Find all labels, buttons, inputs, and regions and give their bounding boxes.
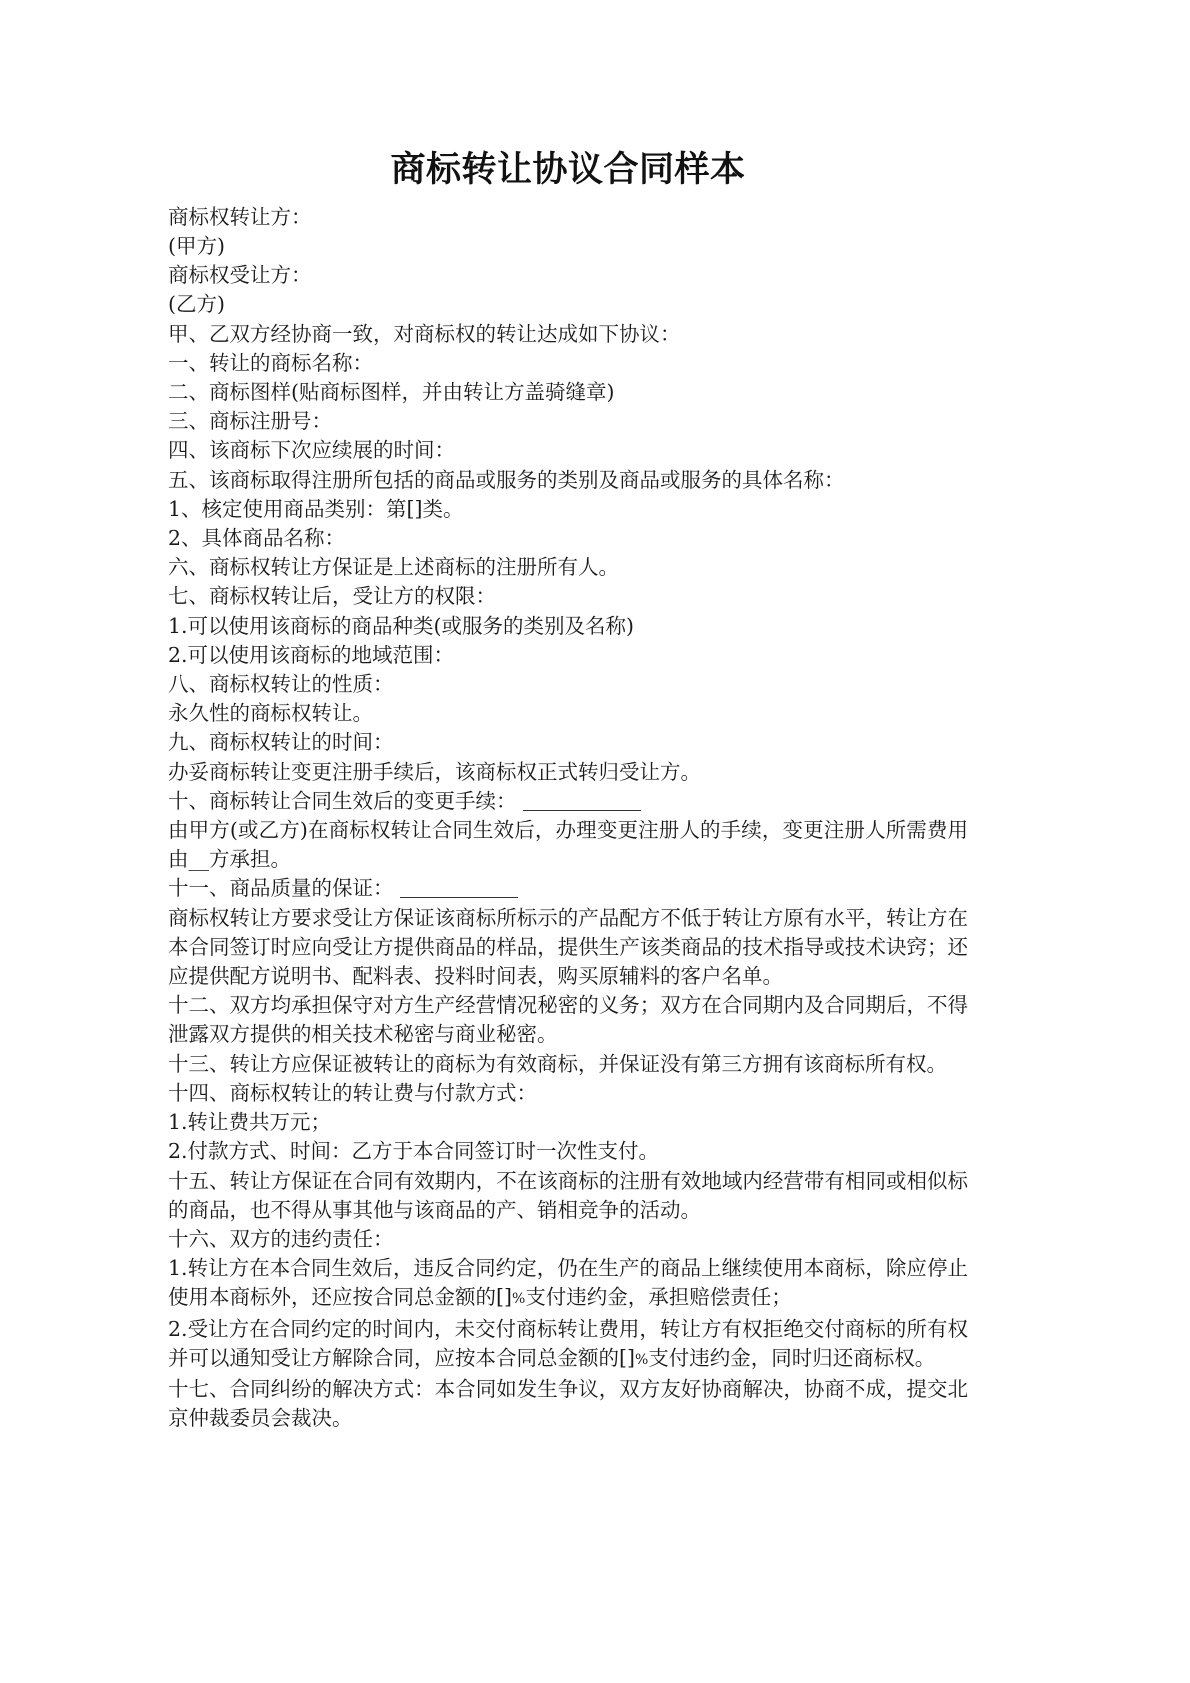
paragraph-clause_4: 四、该商标下次应续展的时间： bbox=[168, 438, 455, 463]
paragraph-clause_14_2: 2.付款方式、时间：乙方于本合同签订时一次性支付。 bbox=[168, 1139, 660, 1164]
paragraph-clause_7_2: 2.可以使用该商标的地域范围： bbox=[168, 642, 455, 667]
paragraph-assignee_party: (乙方) bbox=[168, 292, 225, 317]
paragraph-clause_7: 七、商标权转让后，受让方的权限： bbox=[168, 584, 496, 609]
paragraph-list bbox=[168, 203, 968, 1434]
paragraph-clause_5_1: 1、核定使用商品类别：第[]类。 bbox=[168, 496, 464, 521]
paragraph-clause_10: 十、商标转让合同生效后的变更手续： bbox=[168, 787, 968, 816]
paragraph-clause_9_body: 办妥商标转让变更注册手续后，该商标权正式转归受让方。 bbox=[168, 759, 701, 784]
paragraph-clause_8_body: 永久性的商标权转让。 bbox=[168, 701, 373, 726]
paragraph-clause_13: 十三、转让方应保证被转让的商标为有效商标，并保证没有第三方拥有该商标所有权。 bbox=[168, 1051, 947, 1076]
paragraph-clause_16_1: 1.转让方在本合同生效后，违反合同约定，仍在生产的商品上继续使用本商标，除应停止使用本商标外，还应按合同总金额的[]%支付违约金，承担赔偿责任； bbox=[168, 1256, 968, 1310]
paragraph-clause_7_1: 1.可以使用该商标的商品种类(或服务的类别及名称) bbox=[168, 613, 635, 638]
fill-in-blank-rule bbox=[523, 810, 641, 811]
paragraph-clause_11: 十一、商品质量的保证： bbox=[168, 874, 968, 903]
paragraph-preamble: 甲、乙双方经协商一致，对商标权的转让达成如下协议： bbox=[168, 321, 681, 346]
paragraph-clause_11_body: 商标权转让方要求受让方保证该商标所标示的产品配方不低于转让方原有水平，转让方在本合同签订时应向受让方提供商品的样品，提供生产该类商品的技术指导或技术诀窍；还应提供配方说明书、配料表、投料时间表，购买原辅料的客户名单。 bbox=[168, 905, 968, 989]
paragraph-clause_14_1: 1.转让费共万元； bbox=[168, 1110, 332, 1135]
paragraph-clause_12: 十二、双方均承担保守对方生产经营情况秘密的义务；双方在合同期内及合同期后，不得泄露双方提供的相关技术秘密与商业秘密。 bbox=[168, 993, 968, 1047]
paragraph-clause_8: 八、商标权转让的性质： bbox=[168, 672, 394, 697]
paragraph-clause_2: 二、商标图样(贴商标图样，并由转让方盖骑缝章) bbox=[168, 380, 615, 405]
paragraph-clause_3: 三、商标注册号： bbox=[168, 409, 332, 434]
paragraph-clause_6: 六、商标权转让方保证是上述商标的注册所有人。 bbox=[168, 555, 619, 580]
document-body bbox=[168, 148, 968, 1433]
paragraph-clause_10_body: 由甲方(或乙方)在商标权转让合同生效后，办理变更注册人的手续，变更注册人所需费用由__方承担。 bbox=[168, 818, 968, 872]
paragraph-clause_17: 十七、合同纠纷的解决方式：本合同如发生争议，双方友好协商解决，协商不成，提交北京仲裁委员会裁决。 bbox=[168, 1376, 968, 1431]
paragraph-clause_5: 五、该商标取得注册所包括的商品或服务的类别及商品或服务的具体名称： bbox=[168, 467, 845, 492]
fill-in-blank-rule bbox=[400, 897, 518, 898]
paragraph-assignee_label: 商标权受让方： bbox=[168, 263, 312, 288]
percent-symbol: % bbox=[635, 1351, 649, 1368]
paragraph-clause_15: 十五、转让方保证在合同有效期内，不在该商标的注册有效地域内经营带有相同或相似标的商品，也不得从事其他与该商品的产、销相竞争的活动。 bbox=[168, 1168, 968, 1222]
paragraph-assignor_label: 商标权转让方： bbox=[168, 204, 312, 229]
paragraph-clause_16: 十六、双方的违约责任： bbox=[168, 1226, 394, 1251]
paragraph-clause_1: 一、转让的商标名称： bbox=[168, 350, 373, 375]
percent-symbol: % bbox=[512, 1291, 526, 1308]
paragraph-clause_14: 十四、商标权转让的转让费与付款方式： bbox=[168, 1080, 537, 1105]
page-title: 商标转让协议合同样本 bbox=[390, 149, 746, 190]
paragraph-assignor_party: (甲方) bbox=[168, 234, 225, 258]
paragraph-clause_9: 九、商标权转让的时间： bbox=[168, 730, 394, 755]
paragraph-clause_5_2: 2、具体商品名称： bbox=[168, 526, 346, 551]
paragraph-clause_16_2: 2.受让方在合同约定的时间内，未交付商标转让费用，转让方有权拒绝交付商标的所有权并可以通知受让方解除合同，应按本合同总金额的[]%支付违约金，同时归还商标权。 bbox=[168, 1316, 968, 1370]
